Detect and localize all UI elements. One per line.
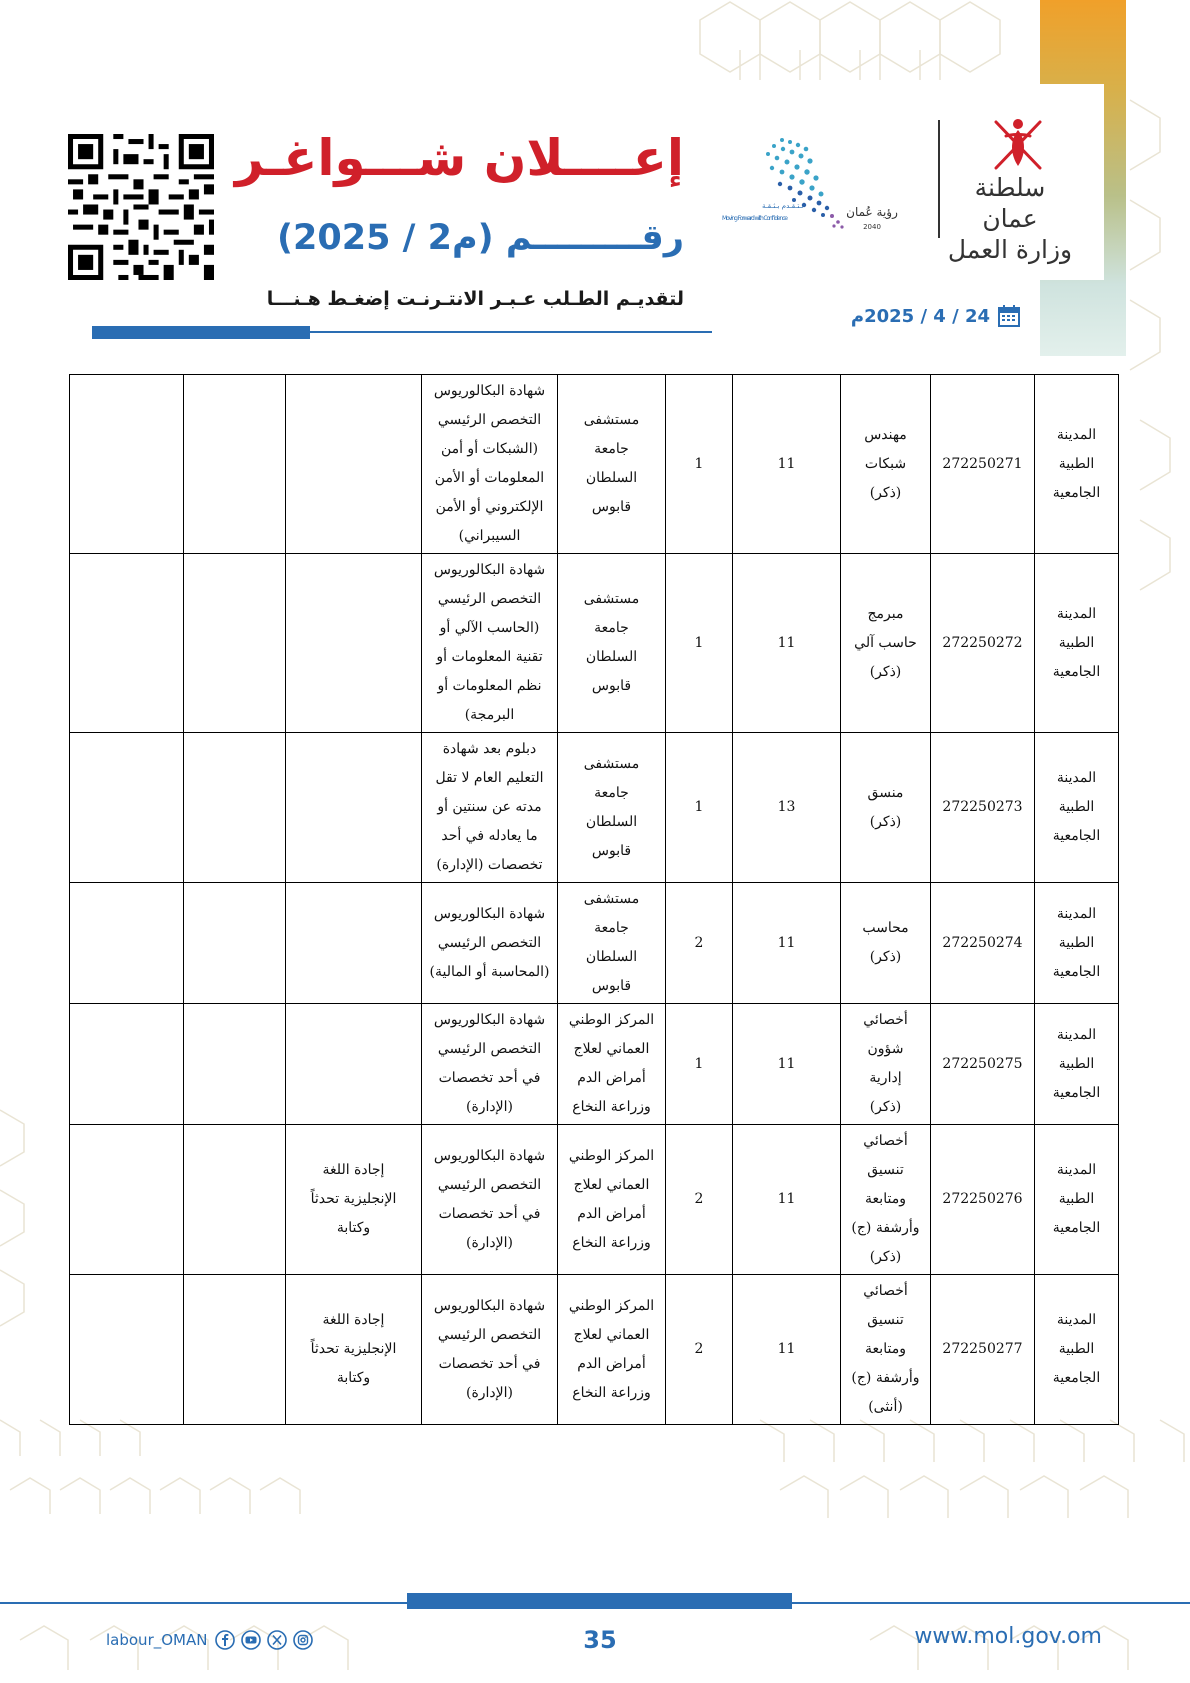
table-row	[70, 733, 1119, 883]
header	[0, 0, 1190, 360]
qualification-line: في أحد تخصصات	[438, 1355, 541, 1372]
job-title-cell	[841, 554, 931, 733]
empty-cell	[70, 554, 184, 733]
job-title-line: محاسب	[862, 920, 909, 936]
location-line: الجامعية	[1052, 484, 1101, 501]
grade-cell: 13	[733, 733, 841, 883]
job-title-line: مبرمج	[867, 605, 904, 622]
date-text: 24 / 4 / 2025م	[850, 305, 990, 327]
announcement-number: رقـــــــــم (م2 / 2025)	[277, 218, 684, 258]
grade-cell: 11	[733, 1125, 841, 1275]
job-title-line: إدارية	[869, 1070, 902, 1086]
youtube-icon[interactable]	[241, 1630, 261, 1650]
table-row	[70, 554, 1119, 733]
location-line: المدينة	[1056, 426, 1097, 443]
location-line: المدينة	[1056, 905, 1097, 922]
skills-cell	[286, 1125, 422, 1275]
location-line: الجامعية	[1052, 828, 1101, 844]
entity-line: مستشفى	[583, 755, 640, 772]
job-title-line: (ذكر)	[869, 813, 902, 830]
qualification-cell	[422, 375, 558, 554]
vision-tagline-ar: نـتـقـدم بـثـقـة	[762, 202, 804, 210]
location-line: الطبية	[1058, 1341, 1095, 1357]
qualification-line: السيبراني)	[458, 528, 521, 544]
job-title-line: (ذكر)	[869, 949, 902, 965]
location-line: الطبية	[1058, 934, 1095, 951]
location-line: الجامعية	[1052, 1370, 1101, 1386]
x-icon[interactable]	[267, 1630, 287, 1650]
qualification-line: ما يعادله في أحد	[441, 828, 538, 844]
location-line: المدينة	[1056, 1026, 1097, 1043]
entity-line: العماني لعلاج	[573, 1041, 650, 1057]
grade-cell: 11	[733, 1275, 841, 1425]
location-line: المدينة	[1056, 605, 1097, 622]
qualification-line: الإلكتروني أو الأمن	[435, 499, 544, 515]
qualification-line: البرمجة)	[464, 707, 515, 723]
qualification-line: شهادة البكالوريوس	[433, 383, 546, 399]
job-title-line: (ذكر)	[869, 1099, 902, 1115]
qualification-cell	[422, 554, 558, 733]
social-handle[interactable]: labour_OMAN	[106, 1631, 208, 1649]
empty-cell	[184, 554, 286, 733]
location-cell	[1035, 1004, 1119, 1125]
qualification-line: التخصص الرئيسي	[437, 591, 542, 607]
entity-line: المركز الوطني	[568, 1147, 655, 1164]
vacancy-count-cell: 2	[666, 883, 733, 1004]
qualification-line: شهادة البكالوريوس	[433, 905, 546, 922]
qualification-line: التخصص الرئيسي	[437, 934, 542, 951]
entity-line: المركز الوطني	[568, 1012, 655, 1028]
entity-line: مستشفى	[583, 891, 640, 907]
entity-line: مستشفى	[583, 591, 640, 607]
location-line: الجامعية	[1052, 963, 1101, 980]
vacancy-count-cell: 1	[666, 733, 733, 883]
entity-line: جامعة	[594, 784, 629, 801]
entity-line: وزراعة النخاع	[572, 1234, 651, 1251]
job-title-line: وأرشفة (ج)	[851, 1370, 920, 1386]
oman-emblem-icon	[988, 114, 1048, 176]
skills-cell	[286, 375, 422, 554]
qualification-line: التعليم العام لا تقل	[435, 770, 544, 786]
job-title-line: شؤون	[867, 1041, 904, 1057]
entity-cell	[558, 883, 666, 1004]
entity-cell	[558, 375, 666, 554]
job-title-cell	[841, 1125, 931, 1275]
skills-cell	[286, 883, 422, 1004]
qualification-line: التخصص الرئيسي	[437, 1326, 542, 1343]
social-links	[106, 1628, 313, 1652]
instagram-icon[interactable]	[293, 1630, 313, 1650]
website-link[interactable]: www.mol.gov.om	[914, 1624, 1102, 1649]
job-title-cell	[841, 1275, 931, 1425]
entity-line: السلطان	[585, 649, 638, 665]
empty-cell	[70, 375, 184, 554]
vacancy-count-cell: 2	[666, 1275, 733, 1425]
qualification-line: (الإدارة)	[465, 1099, 514, 1115]
oman-vision-2040-logo	[722, 132, 924, 242]
qualification-line: التخصص الرئيسي	[437, 412, 542, 428]
vision-tagline-en: Moving Forward with Confidence	[722, 215, 788, 222]
location-cell	[1035, 554, 1119, 733]
ministry-name-line2: وزارة العمل	[947, 235, 1073, 264]
job-title-cell	[841, 733, 931, 883]
job-title-line: شبكات	[864, 455, 907, 472]
vacancy-count-cell: 1	[666, 1004, 733, 1125]
table-row	[70, 883, 1119, 1004]
location-line: المدينة	[1056, 770, 1097, 786]
location-line: الطبية	[1058, 1055, 1095, 1072]
qualification-line: شهادة البكالوريوس	[433, 1147, 546, 1164]
entity-line: أمراض الدم	[577, 1070, 646, 1086]
entity-line: وزراعة النخاع	[572, 1099, 651, 1115]
location-line: الطبية	[1058, 455, 1095, 472]
table-row	[70, 1275, 1119, 1425]
job-title-line: (ذكر)	[869, 1249, 902, 1265]
footer	[0, 1580, 1190, 1683]
qualification-line: شهادة البكالوريوس	[433, 1297, 546, 1314]
job-title-line: منسق	[867, 784, 904, 801]
qualification-line: (الشبكات أو أمن	[440, 441, 539, 457]
job-title-cell	[841, 375, 931, 554]
entity-line: جامعة	[594, 441, 629, 457]
grade-cell: 11	[733, 883, 841, 1004]
table-row	[70, 375, 1119, 554]
empty-cell	[70, 1125, 184, 1275]
entity-line: جامعة	[594, 920, 629, 936]
skills-line: الإنجليزية تحدثاً	[310, 1191, 397, 1207]
ministry-name-line1: سلطنة عمان	[974, 173, 1046, 233]
vision-label: رؤية عُمان	[846, 205, 898, 219]
job-code-cell: 272250274	[931, 883, 1035, 1004]
empty-cell	[70, 883, 184, 1004]
empty-cell	[70, 1275, 184, 1425]
job-title-line: مهندس	[864, 426, 907, 443]
job-title-line: أخصائي	[863, 1012, 908, 1028]
vacancies-table	[69, 374, 1119, 1425]
qualification-line: المعلومات أو الأمن	[434, 470, 545, 486]
job-code-cell: 272250277	[931, 1275, 1035, 1425]
vision-year: 2040	[863, 223, 881, 231]
entity-line: أمراض الدم	[577, 1355, 646, 1372]
qualification-line: شهادة البكالوريوس	[433, 562, 546, 578]
qualification-line: (الحاسب الآلي أو	[439, 620, 540, 636]
job-title-line: أخصائي	[863, 1283, 908, 1299]
entity-line: المركز الوطني	[568, 1297, 655, 1314]
header-rule-accent	[92, 326, 310, 339]
qualification-line: نظم المعلومات أو	[437, 678, 542, 694]
location-cell	[1035, 733, 1119, 883]
entity-line: العماني لعلاج	[573, 1176, 650, 1193]
entity-line: السلطان	[585, 470, 638, 486]
location-line: الطبية	[1058, 1191, 1095, 1207]
qualification-line: تخصصات (الإدارة)	[436, 857, 543, 873]
job-code-cell: 272250275	[931, 1004, 1035, 1125]
logo-divider	[938, 120, 940, 238]
location-cell	[1035, 1125, 1119, 1275]
entity-line: قابوس	[591, 678, 632, 694]
vacancy-count-cell: 1	[666, 554, 733, 733]
entity-line: وزراعة النخاع	[572, 1384, 651, 1401]
job-title-cell	[841, 883, 931, 1004]
location-line: الجامعية	[1052, 663, 1101, 680]
calendar-icon	[998, 305, 1020, 327]
entity-line: العماني لعلاج	[573, 1326, 650, 1343]
qualification-line: (الإدارة)	[465, 1384, 514, 1401]
grade-cell: 11	[733, 375, 841, 554]
skills-line: وكتابة	[336, 1370, 371, 1386]
empty-cell	[70, 1004, 184, 1125]
location-line: الجامعية	[1052, 1220, 1101, 1236]
qualification-line: (المحاسبة أو المالية)	[429, 963, 550, 980]
qualification-line: في أحد تخصصات	[438, 1070, 541, 1086]
entity-cell	[558, 1125, 666, 1275]
location-cell	[1035, 883, 1119, 1004]
entity-line: السلطان	[585, 813, 638, 830]
qualification-cell	[422, 733, 558, 883]
qualification-line: تقنية المعلومات أو	[436, 649, 543, 665]
empty-cell	[184, 883, 286, 1004]
entity-line: قابوس	[591, 499, 632, 515]
footer-accent-bar	[407, 1593, 792, 1609]
skills-cell	[286, 554, 422, 733]
table-row	[70, 1125, 1119, 1275]
empty-cell	[184, 1275, 286, 1425]
job-title-line: ومتابعة	[865, 1341, 906, 1357]
entity-line: قابوس	[591, 842, 632, 859]
entity-line: السلطان	[585, 949, 638, 965]
apply-online-link[interactable]: لتقديـم الطـلب عـبـر الانتـرنـت إضغـط هـنـــا	[266, 288, 684, 310]
vacancy-count-cell: 1	[666, 375, 733, 554]
grade-cell: 11	[733, 554, 841, 733]
location-line: الطبية	[1058, 634, 1095, 651]
job-code-cell: 272250272	[931, 554, 1035, 733]
entity-cell	[558, 1275, 666, 1425]
location-line: المدينة	[1056, 1162, 1097, 1178]
job-title-line: ومتابعة	[865, 1191, 906, 1207]
job-title-line: وأرشفة (ج)	[851, 1220, 920, 1236]
entity-cell	[558, 733, 666, 883]
job-title-line: (أنثى)	[868, 1399, 903, 1415]
location-line: الطبية	[1058, 799, 1095, 815]
skills-line: إجادة اللغة	[322, 1312, 385, 1328]
skills-cell	[286, 1004, 422, 1125]
entity-cell	[558, 554, 666, 733]
entity-cell	[558, 1004, 666, 1125]
facebook-icon[interactable]	[215, 1630, 235, 1650]
table-row	[70, 1004, 1119, 1125]
job-code-cell: 272250276	[931, 1125, 1035, 1275]
announcement-title: إعــــلان شـــواغـر	[235, 129, 684, 187]
empty-cell	[184, 375, 286, 554]
skills-line: الإنجليزية تحدثاً	[310, 1341, 397, 1357]
job-title-line: تنسيق	[867, 1162, 904, 1178]
empty-cell	[184, 1004, 286, 1125]
entity-line: جامعة	[594, 620, 629, 636]
announcement-date	[830, 302, 1020, 330]
entity-line: مستشفى	[583, 412, 640, 428]
qualification-line: التخصص الرئيسي	[437, 1176, 542, 1193]
job-code-cell: 272250271	[931, 375, 1035, 554]
skills-line: وكتابة	[336, 1220, 371, 1236]
grade-cell: 11	[733, 1004, 841, 1125]
location-line: الجامعية	[1052, 1084, 1101, 1101]
qualification-line: مدته عن سنتين أو	[437, 799, 542, 815]
skills-cell	[286, 733, 422, 883]
location-cell	[1035, 375, 1119, 554]
qualification-cell	[422, 1275, 558, 1425]
job-title-cell	[841, 1004, 931, 1125]
qualification-cell	[422, 883, 558, 1004]
skills-line: إجادة اللغة	[322, 1162, 385, 1178]
qualification-cell	[422, 1004, 558, 1125]
ministry-name	[944, 172, 1076, 265]
location-line: المدينة	[1056, 1312, 1097, 1328]
job-title-line: أخصائي	[863, 1133, 908, 1149]
job-title-line: حاسب آلي	[854, 634, 917, 651]
empty-cell	[184, 733, 286, 883]
qualification-line: شهادة البكالوريوس	[433, 1012, 546, 1028]
qr-code-icon[interactable]	[68, 134, 214, 280]
location-cell	[1035, 1275, 1119, 1425]
entity-line: قابوس	[591, 978, 632, 994]
qualification-line: التخصص الرئيسي	[437, 1041, 542, 1057]
qualification-line: دبلوم بعد شهادة	[442, 741, 537, 757]
job-code-cell: 272250273	[931, 733, 1035, 883]
job-title-line: تنسيق	[867, 1312, 904, 1328]
empty-cell	[184, 1125, 286, 1275]
job-title-line: (ذكر)	[869, 484, 902, 501]
qualification-line: في أحد تخصصات	[438, 1205, 541, 1222]
qualification-cell	[422, 1125, 558, 1275]
empty-cell	[70, 733, 184, 883]
entity-line: أمراض الدم	[577, 1205, 646, 1222]
job-title-line: (ذكر)	[869, 663, 902, 680]
vacancy-count-cell: 2	[666, 1125, 733, 1275]
page-number: 35	[583, 1626, 617, 1654]
skills-cell	[286, 1275, 422, 1425]
qualification-line: (الإدارة)	[465, 1234, 514, 1251]
